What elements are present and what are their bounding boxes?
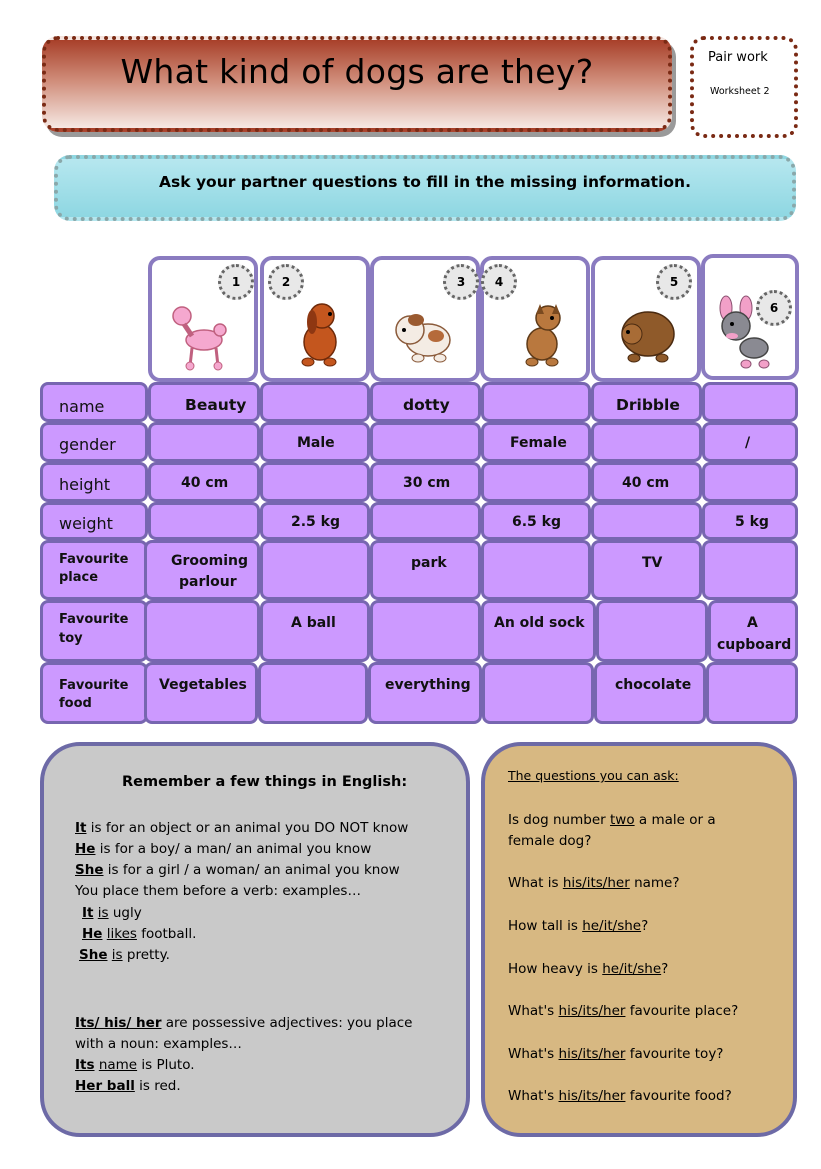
question-favourite-place: What's his/its/her favourite place? <box>508 1003 739 1019</box>
example-he: He likes football. <box>82 926 197 942</box>
cell-height-dog-4 <box>481 462 591 502</box>
cell-gender-dog-1 <box>148 422 260 462</box>
pair-work-label: Pair work <box>708 50 768 65</box>
dog-number-badge: 4 <box>481 264 517 300</box>
cell-weight-dog-6: 5 kg <box>702 502 798 540</box>
cell-food-dog-5: chocolate <box>594 662 706 724</box>
cell-place-dog-5: TV <box>591 540 702 600</box>
cell-name-dog-4 <box>481 382 591 422</box>
brown-puppy-icon <box>514 298 572 368</box>
dog-number-badge: 3 <box>443 264 479 300</box>
cell-gender-dog-2: Male <box>260 422 370 462</box>
grammar-line-it: It is for an object or an animal you DO NOT know <box>75 820 409 836</box>
dog-number-badge: 5 <box>656 264 692 300</box>
cell-toy-dog-3 <box>370 600 481 662</box>
worksheet-label: Worksheet 2 <box>710 86 770 97</box>
instruction-text: Ask your partner questions to fill in the missing information. <box>159 173 691 191</box>
cell-food-dog-6 <box>706 662 798 724</box>
cell-name-dog-6 <box>702 382 798 422</box>
row-label-weight: weight <box>40 502 148 540</box>
cell-toy-dog-6: A cupboard <box>708 600 798 662</box>
possessive-examples-line: with a noun: examples… <box>75 1036 242 1052</box>
cell-name-dog-1: Beauty <box>148 382 260 422</box>
question-gender: Is dog number two a male or a <box>508 812 716 828</box>
possessive-line: Its/ his/ her are possessive adjectives: you place <box>75 1015 413 1031</box>
cell-weight-dog-3 <box>370 502 481 540</box>
row-label-gender: gender <box>40 422 148 462</box>
cell-place-dog-4 <box>481 540 591 600</box>
cell-name-dog-3: dotty <box>370 382 481 422</box>
dog-number-badge: 6 <box>756 290 792 326</box>
cell-gender-dog-6: / <box>702 422 798 462</box>
cell-gender-dog-3 <box>370 422 481 462</box>
pink-poodle-icon <box>160 296 238 374</box>
questions-panel <box>481 742 797 1137</box>
cell-height-dog-3: 30 cm <box>370 462 481 502</box>
page-title: What kind of dogs are they? <box>120 52 594 91</box>
questions-heading: The questions you can ask: <box>508 768 679 783</box>
question-weight: How heavy is he/it/she? <box>508 961 669 977</box>
example-she: She is pretty. <box>79 947 170 963</box>
brown-spaniel-icon <box>288 298 350 370</box>
cell-food-dog-1: Vegetables <box>144 662 258 724</box>
question-favourite-toy: What's his/its/her favourite toy? <box>508 1046 724 1062</box>
row-label-favourite-food: Favourite food <box>40 662 148 724</box>
example-her-ball: Her ball is red. <box>75 1078 181 1094</box>
question-gender-continued: female dog? <box>508 833 592 849</box>
cell-food-dog-4 <box>482 662 594 724</box>
grey-pink-dog-icon <box>712 294 772 374</box>
row-label-favourite-toy: Favourite toy <box>40 600 148 662</box>
grammar-line-she: She is for a girl / a woman/ an animal you know <box>75 862 400 878</box>
question-name: What is his/its/her name? <box>508 875 680 891</box>
cell-food-dog-2 <box>258 662 368 724</box>
grammar-line-he: He is for a boy/ a man/ an animal you know <box>75 841 372 857</box>
dog-number-badge: 1 <box>218 264 254 300</box>
cell-weight-dog-2: 2.5 kg <box>260 502 370 540</box>
cell-toy-dog-5 <box>596 600 708 662</box>
cell-height-dog-5: 40 cm <box>591 462 702 502</box>
cell-name-dog-2 <box>260 382 370 422</box>
cell-place-dog-2 <box>260 540 370 600</box>
spotted-dog-icon <box>390 306 456 366</box>
cell-weight-dog-4: 6.5 kg <box>481 502 591 540</box>
cell-weight-dog-1 <box>148 502 260 540</box>
cell-toy-dog-4: An old sock <box>481 600 596 662</box>
cell-toy-dog-2: A ball <box>260 600 370 662</box>
cell-height-dog-2 <box>260 462 370 502</box>
row-label-name: name <box>40 382 148 422</box>
example-it: It is ugly <box>82 905 142 921</box>
dog-number-badge: 2 <box>268 264 304 300</box>
cell-name-dog-5: Dribble <box>591 382 702 422</box>
example-its-name: Its name is Pluto. <box>75 1057 195 1073</box>
cell-food-dog-3: everything <box>368 662 482 724</box>
grammar-heading: Remember a few things in English: <box>122 774 408 790</box>
cell-weight-dog-5 <box>591 502 702 540</box>
question-favourite-food: What's his/its/her favourite food? <box>508 1088 732 1104</box>
cell-height-dog-6 <box>702 462 798 502</box>
fat-brown-dog-icon <box>612 302 684 366</box>
cell-gender-dog-4: Female <box>481 422 591 462</box>
grammar-line-place: You place them before a verb: examples… <box>75 883 361 899</box>
cell-height-dog-1: 40 cm <box>148 462 260 502</box>
row-label-height: height <box>40 462 148 502</box>
cell-place-dog-1: Grooming parlour <box>144 540 260 600</box>
row-label-favourite-place: Favourite place <box>40 540 148 600</box>
cell-toy-dog-1 <box>144 600 260 662</box>
question-height: How tall is he/it/she? <box>508 918 649 934</box>
cell-place-dog-6 <box>702 540 798 600</box>
cell-place-dog-3: park <box>370 540 481 600</box>
cell-gender-dog-5 <box>591 422 702 462</box>
